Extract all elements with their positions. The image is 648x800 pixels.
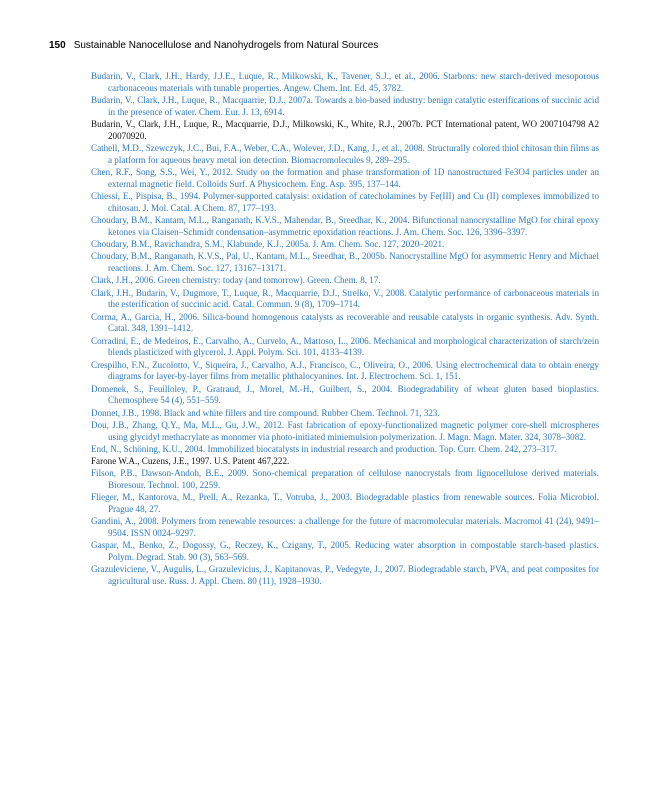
reference-entry[interactable]: Choudary, B.M., Ravichandra, S.M., Klabunde, K.J., 2005a. J. Am. Chem. Soc. 127, 2020–2021. [91,239,445,249]
reference-entry[interactable]: Budarin, V., Clark, J.H., Luque, R., Macquarrie, D.J., 2007a. Towards a bio-based industry: benign catalytic esterifications of succinic acid in the presence of water. Chem. Eur. J. 13, 6914. [91,95,599,117]
reference-entry[interactable]: Choudary, B.M., Ranganath, K.V.S., Pal, U., Kantam, M.L., Sreedhar, B., 2005b. Nanocrystalline MgO for asymmetric Henry and Michael reactions. J. Am. Chem. Soc. 127, 13167–13171. [91,251,599,273]
page-number: 150 [49,40,66,51]
reference-list [91,71,599,588]
reference-entry[interactable]: Clark, J.H., Budarin, V., Dugmore, T., Luque, R., Macquarrie, D.J., Strelko, V., 2008. Catalytic performance of carbonaceous materials in the esterification of succinic acid. Catal. Commun. 9 (8), 1709–1714. [91,287,599,310]
reference-entry[interactable]: Domenek, S., Feuilloley, P., Gratraud, J., Morel, M.-H., Guilbert, S., 2004. Biodegradability of wheat gluten based bioplastics. Chemosphere 54 (4), 551–559. [91,383,599,406]
reference-entry[interactable]: End, N., Schöning, K.U., 2004. Immobilized biocatalysts in industrial research and production. Top. Curr. Chem. 242, 273–317. [91,443,557,454]
reference-entry[interactable]: Choudary, B.M., Kantam, M.L., Ranganath, K.V.S., Mahendar, B., Sreedhar, K., 2004. Bifunctional nanocrystalline MgO for chiral epoxy ketones via Claisen–Schmidt condensation–asymmetric epoxidation reactions. J. Am. Chem. Soc. 126, 3396–3397. [91,215,599,237]
reference-entry[interactable]: Flieger, M., Kantorova, M., Prell, A., Rezanka, T., Votruba, J., 2003. Biodegradable plastics from renewable sources. Folia Microbiol. Prague 48, 27. [91,492,599,515]
reference-entry[interactable]: Dou, J.B., Zhang, Q.Y., Ma, M.L., Gu, J.W., 2012. Fast fabrication of epoxy-functionalized magnetic polymer core-shell microspheres using glycidyl methacrylate as monomer via photo-initiated miniemulsion polymerization. J. Magn. Magn. Mater. 324, 3078–3082. [91,419,599,442]
reference-entry[interactable]: Crespilho, F.N., Zucolotto, V., Siqueira, J., Carvalho, A.J., Francisco, C., Oliveira, O., 2006. Using electrochemical data to obtain energy diagrams for layer-by-layer films from metallic phthalocyanines. Int. J. Electrochem. Sci. 1, 151. [91,359,599,382]
reference-entry: Farone W.A., Cuzens, J.E., 1997. U.S. Patent 467,222. [91,456,290,467]
reference-entry[interactable]: Chen, R.F., Song, S.S., Wei, Y., 2012. Study on the formation and phase transformation of 1D nanostructured Fe3O4 particles under an external magnetic field. Colloids Surf. A Physicochem. Eng. Asp. 395, 137–144. [91,167,599,189]
reference-entry[interactable]: Gaspar, M., Benko, Z., Dogossy, G., Reczey, K., Czigany, T., 2005. Reducing water absorption in compostable starch-based plastics. Polym. Degrad. Stab. 90 (3), 563–569. [91,540,599,563]
running-title: Sustainable Nanocellulose and Nanohydrogels from Natural Sources [73,40,379,51]
reference-entry[interactable]: Cathell, M.D., Szewczyk, J.C., Bui, F.A., Weber, C.A., Wolever, J.D., Kang, J., et al., 2008. Structurally colored thiol chitosan thin films as a platform for aqueous heavy metal ion detection. Biomacromolecules 9, 289–295. [91,143,599,165]
reference-entry: Budarin, V., Clark, J.H., Luque, R., Macquarrie, D.J., Milkowski, K., White, R.J., 2007b. PCT International patent, WO 2007104798 A2 20070920. [91,119,599,141]
page-header [49,40,378,51]
reference-entry[interactable]: Grazuleviciene, V., Augulis, L., Grazulevicius, J., Kapitanovas, P., Vedegyte, J., 2007. Biodegradable starch, PVA, and peat composites for agricultural use. Russ. J. Appl. Chem. 80 (11), 1928–1930. [91,564,599,587]
reference-entry[interactable]: Clark, J.H., 2006. Green chemistry: today (and tomorrow). Green. Chem. 8, 17. [91,275,381,286]
reference-entry[interactable]: Chiessi, E., Pispisa, B., 1994. Polymer-supported catalysis: oxidation of catecholamines by Fe(III) and Cu (II) complexes immobilized to chitosan. J. Mol. Catal. A Chem. 87, 177–193. [91,191,599,213]
reference-entry[interactable]: Budarin, V., Clark, J.H., Hardy, J.J.E., Luque, R., Milkowski, K., Tavener, S.J., et al., 2006. Starbons: new starch-derived mesoporous carbonaceous materials with tunable properties. Angew. Chem. Int. Ed. 45, 3782. [91,71,599,93]
reference-entry[interactable]: Gandini, A., 2008. Polymers from renewable resources: a challenge for the future of macromolecular materials. Macromol 41 (24), 9491–9504. ISSN 0024–9297. [91,516,599,539]
reference-entry[interactable]: Donnet, J.B., 1998. Black and white fillers and tire compound. Rubber Chem. Technol. 71, 323. [91,407,440,418]
reference-entry[interactable]: Corma, A., Garcia, H., 2006. Silica-bound homogenous catalysts as recoverable and reusable catalysts in organic synthesis. Adv. Synth. Catal. 348, 1391–1412. [91,311,599,334]
reference-entry[interactable]: Corradini, E., de Medeiros, E., Carvalho, A., Curvelo, A., Mattoso, L., 2006. Mechanical and morphological characterization of starch/zein blends plasticized with glycerol. J. Appl. Polym. Sci. 101, 4133–4139. [91,335,599,358]
reference-entry[interactable]: Filson, P.B., Dawson-Andoh, B.E., 2009. Sono-chemical preparation of cellulose nanocrystals from lignocellulose derived materials. Bioresour. Technol. 100, 2259. [91,468,599,491]
